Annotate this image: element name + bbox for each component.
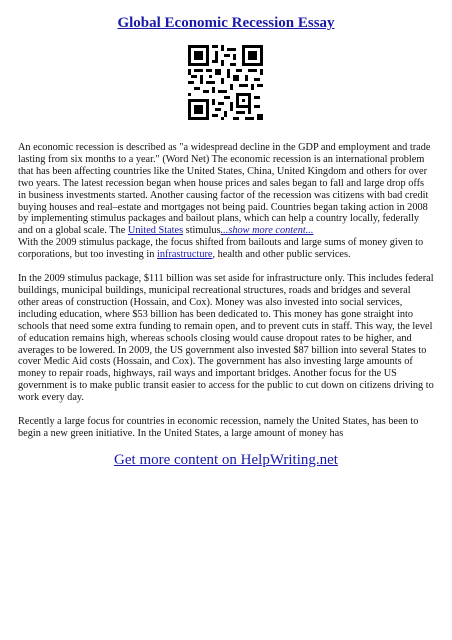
show-more-link[interactable]: ...show more content... (220, 225, 314, 237)
paragraph-1-text-c: With the 2009 stimulus package, the focus shifted from bailouts and large sums of money given to corporations, but too investing in (18, 237, 424, 261)
paragraph-1-text: An economic recession is described as "a widespread decline in the GDP and employment and trade lasting from six months to a year." (Word Net) The economic recession is an international problem that has been affecting countries like the United States, China, United Kingdom and others for over two years. The latest recession began when house prices and sales began to fall and large drop offs in business investments started. Another causing factor of the recession was citizens with bad credit buying houses and real–estate and mortgages not being paid. Countries began taking action in 2008 by implementing stimulus packages and bailout plans, which can help a country locally, federally and on a global scale. The (18, 142, 431, 237)
link-infrastructure[interactable]: infrastructure (157, 249, 213, 261)
document-title[interactable]: Global Economic Recession Essay (117, 15, 335, 31)
get-more-content-link[interactable]: Get more content on HelpWriting.net (114, 452, 338, 468)
qr-code-icon (188, 45, 263, 120)
paragraph-3: Recently a large focus for countries in economic recession, namely the United States, has been to begin a new green initiative. In the United States, a large amount of money has (18, 416, 419, 439)
paragraph-2: In the 2009 stimulus package, $111 billion was set aside for infrastructure only. This includes federal buildings, municipal buildings, municipal recreational structures, roads and bridges and several other areas of construction (Hossain, and Cox). Money was also invested into social services, including education, where $53 billion has been dedicated to. This money has gone straight into schools that need some extra funding to remain open, and to prevent cuts in staff. This way, the level of education remains high, whereas schools closing would cause dropout rates to be higher, and averages to be lowered. In 2009, the US government also invested $87 billion into several States to cover Medic Aid costs (Hossain, and Cox). The government has also investing large amounts of money to repair roads, highways, rail ways and important bridges. Another focus for the US government is to make public transit easier to access for the public to cut down on citizens driving to work every day. (18, 273, 434, 404)
essay-body (18, 142, 434, 440)
link-united-states[interactable]: United States (127, 225, 184, 237)
paragraph-1 (18, 142, 434, 261)
paragraph-1-text-b: stimulus (183, 225, 221, 237)
paragraph-1-text-d: , health and other public services. (212, 249, 351, 261)
